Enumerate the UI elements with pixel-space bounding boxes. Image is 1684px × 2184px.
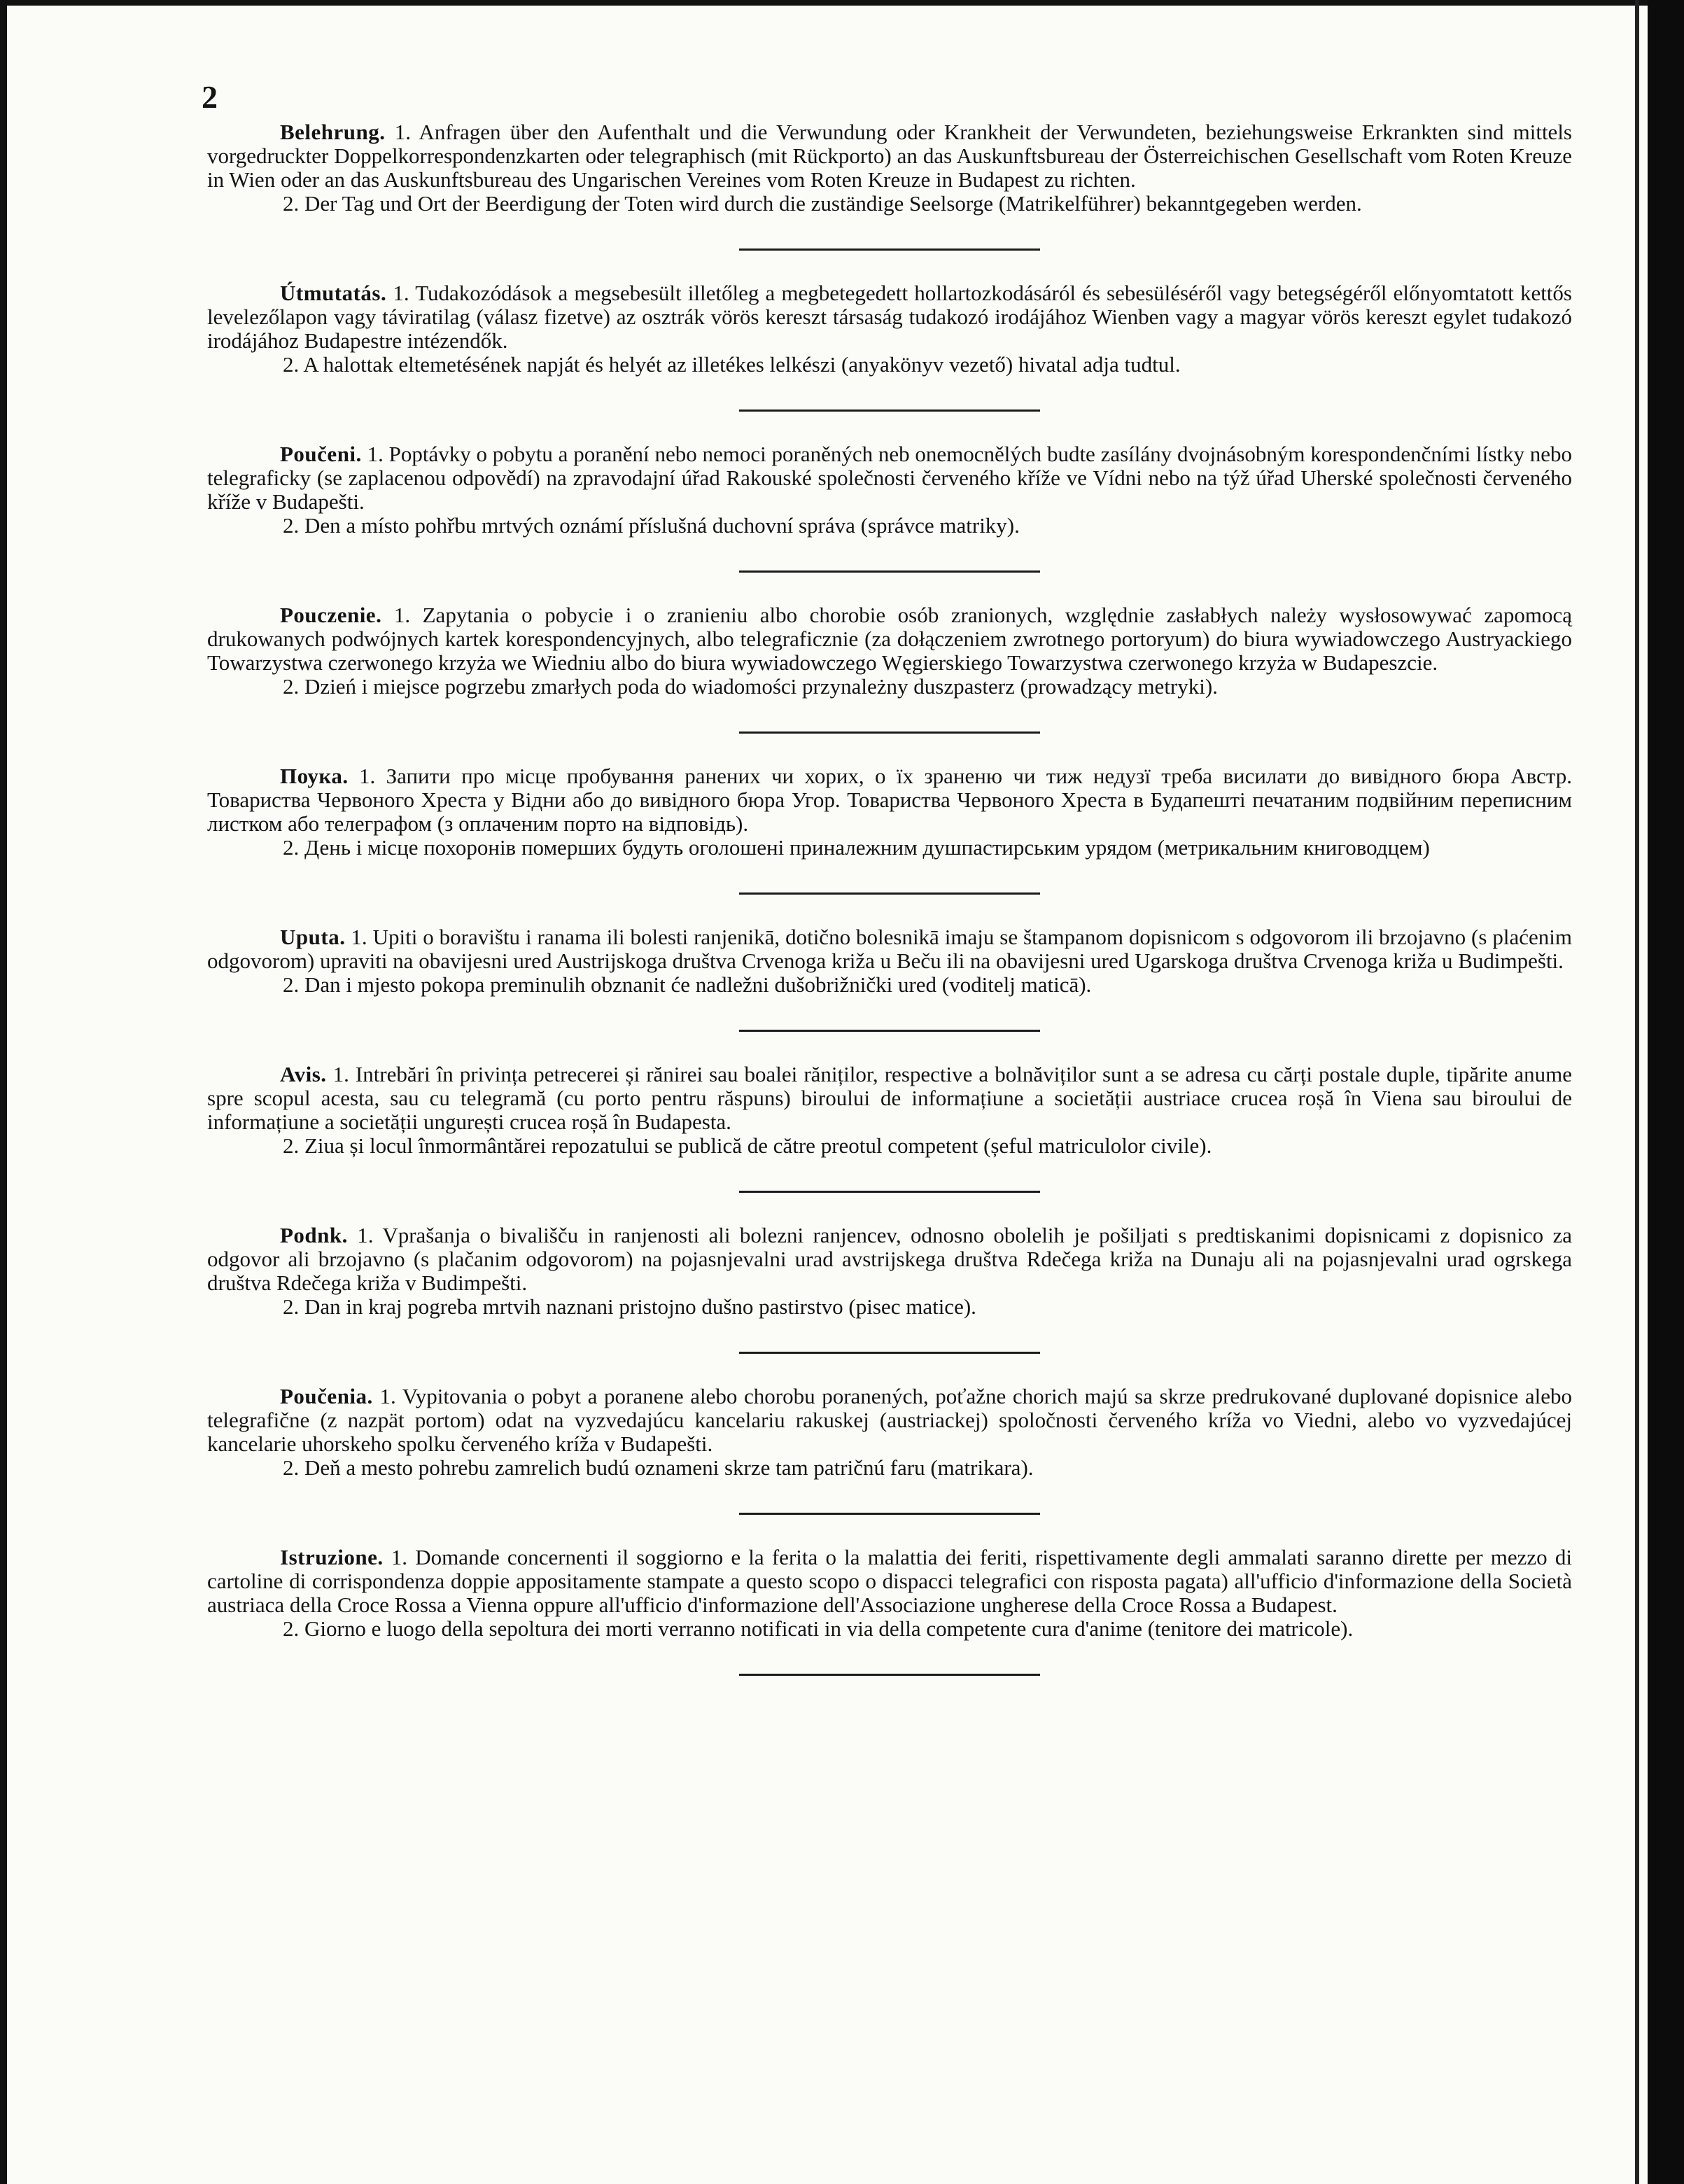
divider-line <box>739 248 1040 251</box>
divider-line <box>739 1191 1040 1193</box>
section-paragraph-2: 2. День і місце похоронів померших будуть оголошені приналежним душпастирським урядом (метрикальним книговодцем) <box>283 835 1430 860</box>
section-text-1: 1. Poptávky o pobytu a poranění nebo nemoci poraněných neb onemocnělých budte zasílány dvojnásobným korespondenčními lístky nebo telegraficky (se zaplacenou odpovědí) na zpravodajní úřad Rakouské společnosti červeného kříže ve Vídni nebo na týž úřad Uherské společnosti červeného kříže v Budapešti. <box>207 442 1572 514</box>
divider-line <box>739 410 1040 412</box>
instruction-section <box>207 1546 1572 1641</box>
section-paragraph-1 <box>207 764 1572 836</box>
section-heading: Istruzione. <box>280 1545 384 1569</box>
section-paragraph-2: 2. Dan in kraj pogreba mrtvih naznani pristojno dušno pastirstvo (pisec matice). <box>283 1294 976 1319</box>
section-text-1: 1. Intrebări în privința petrecerei și rănirei sau boalei răniților, respective a bolnăviților sunt a se adresa cu cărți postale duple, tipărite anume spre scopul acesta, sau cu telegramă (cu porto pentru răspuns) biroului de informațiune a societății austriace crucea roșă în Viena sau biroului de informațiune a societății ungurești crucea roșă în Budapesta. <box>207 1062 1572 1134</box>
section-text-1: 1. Vprašanja o bivališču in ranjenosti ali bolezni ranjencev, odnosno obolelih je pošiljati s predtiskanimi dopisnicami z dopisnico za odgovor ali brzojavno (s plačanim odgovorom) na pojasnjevalni urad avstrijskega društva Rdečega križa na Dunaju ali na pojasnjevalni urad ogrskega društva Rdečega križa v Budimpešti. <box>207 1223 1572 1295</box>
section-text-1: 1. Запити про місце пробування ранених чи хорих, о їх зраненю чи тиж недузї треба висилати до вивідного бюра Австр. Товариства Червоного Хреста у Відни або до вивідного бюра Угор. Товариства Червоного Хреста в Будапешті печатаним подвійним переписним листком або телеграфом (з оплаченим порто на відповідь). <box>207 764 1572 836</box>
instruction-section <box>207 120 1572 216</box>
section-paragraph-1 <box>207 1063 1572 1134</box>
section-text-1: 1. Domande concernenti il soggiorno e la ferita o la malattia dei feriti, rispettivamente degli ammalati saranno dirette per mezzo di cartoline di corrispondenza doppie appositamente stampate a questo scopo o dispacci telegrafici con risposta pagata) all'ufficio d'informazione della Società austriaca della Croce Rossa a Vienna oppure all'ufficio d'informazione dell'Associazione ungherese della Croce Rossa a Budapest. <box>207 1545 1572 1617</box>
section-divider <box>207 699 1572 764</box>
section-text-1: 1. Vypitovania o pobyt a poranene alebo chorobu poranených, poťažne chorich majú sa skrze predrukované duplované dopisnice alebo telegrafične (z nazpät portom) odat na vyzvedajúcu kancelariu rakuskej (austriackej) spoločnosti červeného kríža vo Viedni, alebo vo vyzvedajúcej kancelarie uhorskeho spolku červeného kríža v Budapešti. <box>207 1384 1572 1456</box>
section-text-1: 1. Zapytania o pobycie i o zranieniu albo chorobie osób zranionych, względnie zasłabłych należy wysłosowywać zapomocą drukowanych podwójnych kartek korespondencyjnych, albo telegraficznie (za dołączeniem zwrotnego portoryum) do biura wywiadowczego Austryackiego Towarzystwa czerwonego krzyża we Wiedniu albo do biura wywiadowczego Węgierskiego Towarzystwa czerwonego krzyża w Budapeszcie. <box>207 603 1572 675</box>
instruction-section <box>207 925 1572 997</box>
scan-border-top <box>0 0 1684 6</box>
section-paragraph-2: 2. A halottak eltemetésének napját és helyét az illetékes lelkészi (anyakönyv vezető) hivatal adja tudtul. <box>283 352 1181 377</box>
instruction-section <box>207 764 1572 860</box>
instruction-section <box>207 1385 1572 1480</box>
section-paragraph-2: 2. Der Tag und Ort der Beerdigung der Toten wird durch die zuständige Seelsorge (Matrikelführer) bekanntgegeben werden. <box>283 191 1362 216</box>
section-text-1: 1. Anfragen über den Aufenthalt und die Verwundung oder Krankheit der Verwundeten, beziehungsweise Erkrankten sind mittels vorgedruckter Doppelkorrespondenzkarten oder telegraphisch (mit Rückporto) an das Auskunftsbureau der Österreichischen Gesellschaft vom Roten Kreuze in Wien oder an das Auskunftsbureau des Ungarischen Vereines vom Roten Kreuze in Budapest zu richten. <box>207 120 1572 192</box>
page-number: 2 <box>202 79 218 115</box>
divider-line <box>739 892 1040 895</box>
section-paragraph-1 <box>207 120 1572 192</box>
section-paragraph-1 <box>207 1224 1572 1295</box>
section-heading: Útmutatás. <box>280 281 387 305</box>
divider-line <box>739 1352 1040 1354</box>
section-text-1: 1. Tudakozódások a megsebesült illetőleg a megbetegedett hollartozkodásáról és sebesüléséről vagy betegségéről előnyomtatott kettős levelezőlapon vagy táviratilag (válasz fizetve) az osztrák vörös kereszt társaság tudakozó irodájához Wienben vagy a magyar vörös kereszt egylet tudakozó irodájához Budapestre intézendők. <box>207 281 1572 353</box>
section-text-1: 1. Upiti o boravištu i ranama ili bolesti ranjenikā, dotično bolesnikā imaju se štampanom dopisnicom s odgovorom ili brzojavno (s plaćenim odgovorom) upraviti na obavijesni ured Austrijskoga društva Crvenoga križa u Beču ili na obavijesni ured Ugarskoga društva Crvenoga križa u Budimpešti. <box>207 925 1572 973</box>
instruction-section <box>207 442 1572 538</box>
section-paragraph-1 <box>207 925 1572 973</box>
instruction-section <box>207 281 1572 377</box>
section-paragraph-2: 2. Giorno e luogo della sepoltura dei morti verranno notificati in via della competente cura d'anime (tenitore dei matricole). <box>283 1616 1354 1641</box>
scan-border-right <box>1648 0 1684 2184</box>
section-divider <box>207 1480 1572 1546</box>
section-paragraph-1 <box>207 442 1572 514</box>
instruction-section <box>207 1063 1572 1158</box>
section-heading: Poučeni. <box>280 442 362 466</box>
instructions-body <box>207 120 1572 1718</box>
scan-border-left <box>0 0 7 2184</box>
scan-border-right-inner <box>1635 0 1639 2184</box>
section-heading: Avis. <box>280 1062 327 1086</box>
section-heading: Belehrung. <box>280 120 386 144</box>
section-heading: Podnk. <box>280 1223 348 1247</box>
section-heading: Поука. <box>280 764 349 788</box>
instruction-section <box>207 603 1572 699</box>
section-divider <box>207 377 1572 442</box>
divider-line <box>739 1674 1040 1676</box>
section-divider <box>207 538 1572 603</box>
divider-line <box>739 1513 1040 1515</box>
divider-line <box>739 732 1040 734</box>
section-paragraph-1 <box>207 1385 1572 1456</box>
section-heading: Uputa. <box>280 925 346 949</box>
divider-line <box>739 1030 1040 1032</box>
section-paragraph-2: 2. Ziua și locul înmormântărei repozatului se publică de către preotul competent (șeful matriculolor civile). <box>283 1133 1212 1158</box>
section-divider <box>207 997 1572 1063</box>
section-heading: Poučenia. <box>280 1384 373 1408</box>
section-paragraph-2: 2. Dan i mjesto pokopa preminulih obznanit će nadležni dušobrižnički ured (voditelj maticā). <box>283 972 1092 997</box>
section-paragraph-1 <box>207 603 1572 675</box>
section-divider <box>207 1641 1572 1718</box>
section-divider <box>207 860 1572 925</box>
section-divider <box>207 1158 1572 1224</box>
section-heading: Pouczenie. <box>280 603 382 627</box>
section-paragraph-1 <box>207 1546 1572 1617</box>
divider-line <box>739 570 1040 573</box>
section-paragraph-2: 2. Deň a mesto pohrebu zamrelich budú oznameni skrze tam patričnú faru (matrikara). <box>283 1455 1034 1480</box>
section-divider <box>207 216 1572 281</box>
instruction-section <box>207 1224 1572 1319</box>
section-paragraph-2: 2. Den a místo pohřbu mrtvých oznámí příslušná duchovní správa (správce matriky). <box>283 513 1020 538</box>
section-divider <box>207 1319 1572 1385</box>
section-paragraph-2: 2. Dzień i miejsce pogrzebu zmarłych poda do wiadomości przynależny duszpasterz (prowadzący metryki). <box>283 674 1218 699</box>
section-paragraph-1 <box>207 281 1572 353</box>
